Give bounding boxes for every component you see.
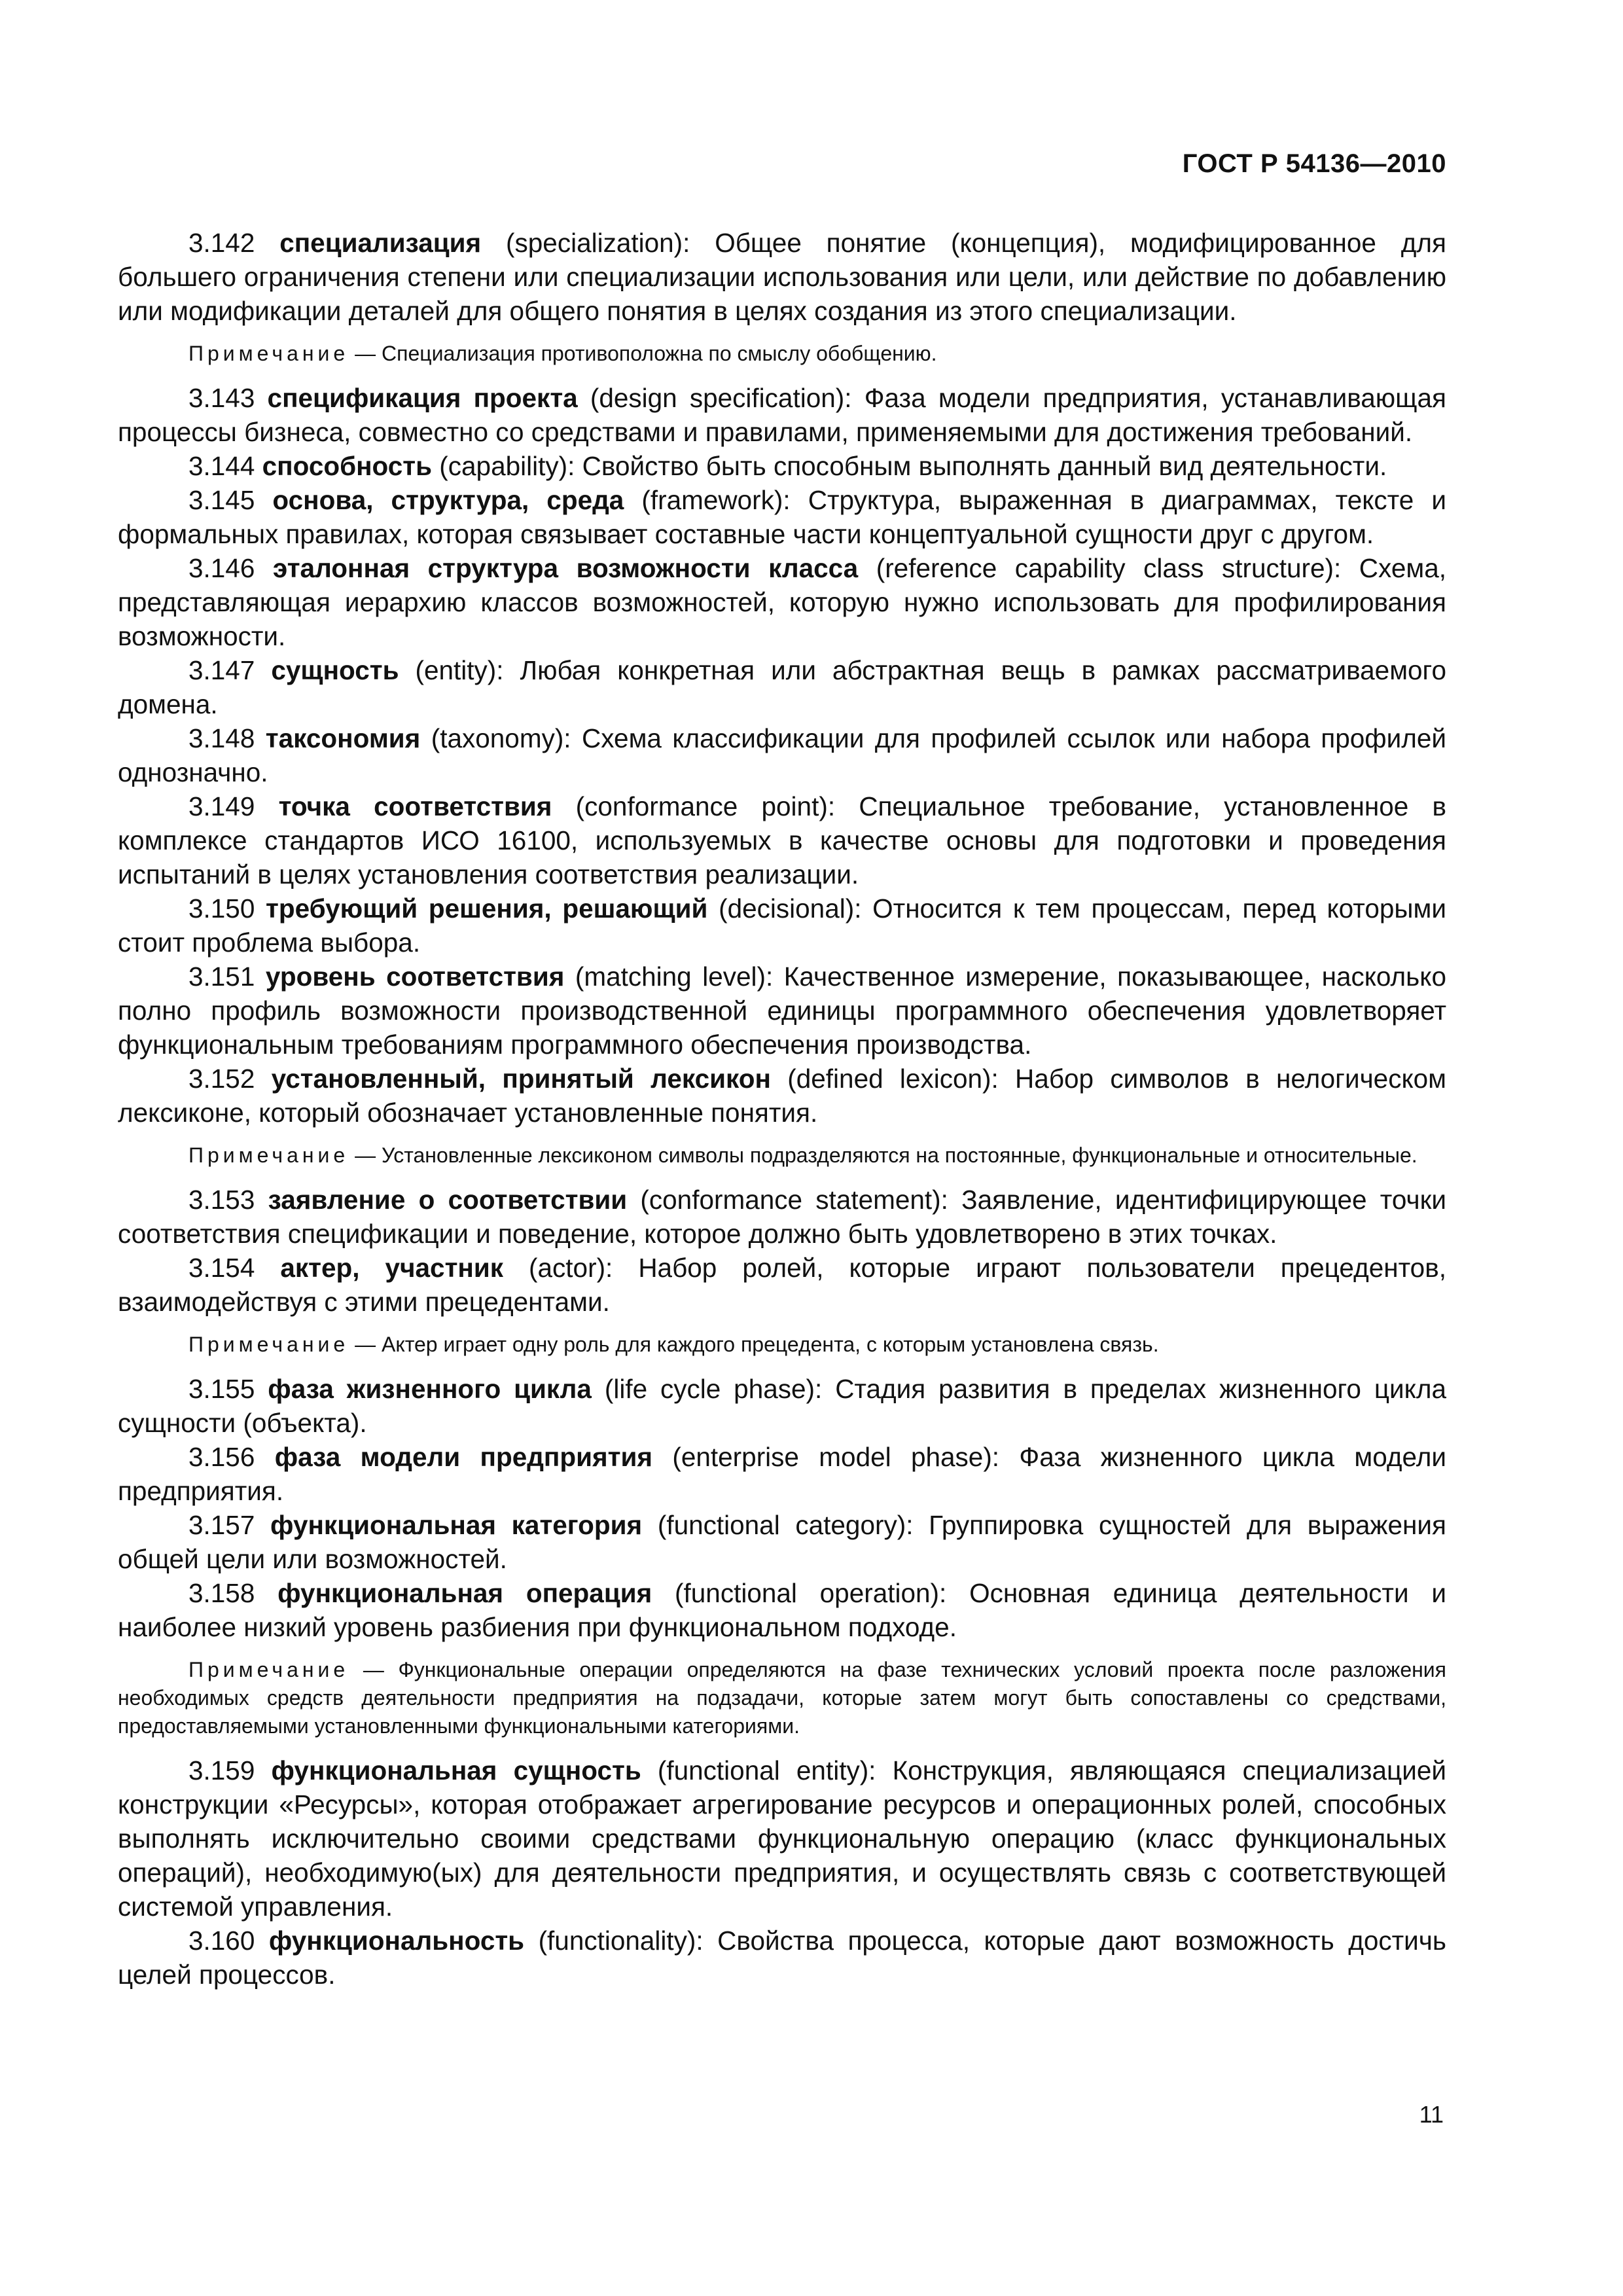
term-number: 3.157 bbox=[188, 1510, 255, 1540]
term-english: (reference capability class structure): bbox=[876, 553, 1342, 583]
term-entry bbox=[118, 449, 1446, 483]
term-name: фаза модели предприятия bbox=[274, 1442, 653, 1472]
term-english: (functional operation): bbox=[675, 1578, 947, 1608]
page-number: 11 bbox=[1419, 2101, 1444, 2128]
term-english: (life cycle phase): bbox=[604, 1374, 823, 1404]
term-entry bbox=[118, 1924, 1446, 1992]
term-note bbox=[118, 1331, 1446, 1359]
note-dash: — bbox=[349, 1658, 399, 1681]
term-number: 3.152 bbox=[188, 1064, 255, 1094]
term-number: 3.143 bbox=[188, 383, 255, 413]
term-definition: Конструкция, являющаяся специализацией конструкции «Ресурсы», которая отображает агрегирование ресурсов и операционных ролей, способных выполнять исключительно своими средствами функциональную операцию (класс функциональных операций), необходимую(ых) для деятельности предприятия, и осуществлять связь с соответствующей системой управления. bbox=[118, 1755, 1446, 1922]
term-name: заявление о соответствии bbox=[268, 1185, 628, 1215]
term-number: 3.147 bbox=[188, 655, 255, 685]
term-definition: Качественное измерение, показывающее, насколько полно профиль возможности производственной единицы программного обеспечения удовлетворяет функциональным требованиям программного обеспечения производства. bbox=[118, 961, 1446, 1060]
term-definition: Специальное требование, установленное в комплексе стандартов ИСО 16100, используемых в качестве основы для подготовки и проведения испытаний в целях установления соответствия реализации. bbox=[118, 791, 1446, 889]
term-english: (matching level): bbox=[575, 961, 774, 992]
term-definition: Любая конкретная или абстрактная вещь в рамках рассматриваемого домена. bbox=[118, 655, 1446, 719]
note-text: Актер играет одну роль для каждого прецедента, с которым установлена связь. bbox=[382, 1333, 1159, 1356]
note-dash: — bbox=[349, 342, 382, 365]
term-english: (actor): bbox=[529, 1253, 613, 1283]
term-entry bbox=[118, 1372, 1446, 1440]
term-name: установленный, принятый лексикон bbox=[271, 1064, 771, 1094]
term-english: (defined lexicon): bbox=[787, 1064, 999, 1094]
note-dash: — bbox=[349, 1333, 382, 1356]
term-number: 3.158 bbox=[188, 1578, 255, 1608]
term-note bbox=[118, 1141, 1446, 1170]
term-name: таксономия bbox=[265, 723, 421, 753]
term-definition: Заявление, идентифицирующее точки соответствия спецификации и поведение, которое должно быть удовлетворено в этих точках. bbox=[118, 1185, 1446, 1249]
term-name: функциональная категория bbox=[270, 1510, 643, 1540]
term-number: 3.146 bbox=[188, 553, 255, 583]
note-label: Примечание bbox=[188, 1658, 349, 1681]
note-text: Функциональные операции определяются на фазе технических условий проекта после разложения необходимых средств деятельности предприятия на подзадачи, которые затем могут быть сопоставлены со средствами, предоставляемыми установленными функциональными категориями. bbox=[118, 1658, 1447, 1738]
terms-list bbox=[118, 226, 1446, 1992]
term-number: 3.142 bbox=[188, 228, 255, 258]
term-definition: Относится к тем процессам, перед которыми стоит проблема выбора. bbox=[118, 893, 1446, 958]
term-definition: Фаза жизненного цикла модели предприятия. bbox=[118, 1442, 1446, 1506]
term-definition: Группировка сущностей для выражения общей цели или возможностей. bbox=[118, 1510, 1446, 1574]
term-entry bbox=[118, 551, 1446, 653]
term-definition: Свойства процесса, которые дают возможность достичь целей процессов. bbox=[118, 1926, 1446, 1990]
term-entry bbox=[118, 653, 1446, 721]
term-definition: Общее понятие (концепция), модифицированное для большего ограничения степени или специализации использования или цели, или действие по добавлению или модификации деталей для общего понятия в целях создания из этого специализации. bbox=[118, 228, 1446, 326]
term-note bbox=[118, 1656, 1446, 1740]
term-english: (functional entity): bbox=[657, 1755, 876, 1785]
term-number: 3.144 bbox=[188, 451, 255, 481]
term-entry bbox=[118, 1576, 1446, 1644]
term-entry bbox=[118, 1062, 1446, 1130]
term-definition: Стадия развития в пределах жизненного цикла сущности (объекта). bbox=[118, 1374, 1446, 1438]
term-entry bbox=[118, 381, 1446, 449]
term-number: 3.153 bbox=[188, 1185, 255, 1215]
term-name: спецификация проекта bbox=[267, 383, 578, 413]
term-entry bbox=[118, 226, 1446, 328]
term-number: 3.156 bbox=[188, 1442, 255, 1472]
term-number: 3.148 bbox=[188, 723, 255, 753]
term-entry bbox=[118, 789, 1446, 891]
note-label: Примечание bbox=[188, 1143, 349, 1167]
term-name: точка соответствия bbox=[278, 791, 552, 821]
term-english: (design specification): bbox=[590, 383, 852, 413]
term-name: актер, участник bbox=[280, 1253, 504, 1283]
document-code-header: ГОСТ Р 54136—2010 bbox=[1182, 149, 1446, 178]
term-definition: Набор ролей, которые играют пользователи прецедентов, взаимодействуя с этими прецедентами. bbox=[118, 1253, 1446, 1317]
note-label: Примечание bbox=[188, 1333, 349, 1356]
term-entry bbox=[118, 483, 1446, 551]
term-number: 3.155 bbox=[188, 1374, 255, 1404]
term-number: 3.160 bbox=[188, 1926, 255, 1956]
term-english: (taxonomy): bbox=[431, 723, 571, 753]
term-name: функциональная операция bbox=[277, 1578, 652, 1608]
term-definition: Фаза модели предприятия, устанавливающая процессы бизнеса, совместно со средствами и правилами, применяемыми для достижения требований. bbox=[118, 383, 1446, 447]
note-dash: — bbox=[349, 1143, 382, 1167]
term-definition: Схема, представляющая иерархию классов возможностей, которую нужно использовать для профилирования возможности. bbox=[118, 553, 1446, 651]
term-english: (conformance point): bbox=[575, 791, 836, 821]
term-definition: Свойство быть способным выполнять данный вид деятельности. bbox=[582, 451, 1387, 481]
term-english: (framework): bbox=[641, 485, 791, 515]
term-english: (capability): bbox=[439, 451, 575, 481]
term-name: сущность bbox=[271, 655, 399, 685]
note-text: Специализация противоположна по смыслу обобщению. bbox=[382, 342, 937, 365]
term-entry bbox=[118, 1753, 1446, 1924]
term-name: основа, структура, среда bbox=[272, 485, 624, 515]
term-english: (conformance statement): bbox=[640, 1185, 948, 1215]
term-name: функциональность bbox=[268, 1926, 525, 1956]
term-english: (entity): bbox=[415, 655, 504, 685]
term-name: требующий решения, решающий bbox=[266, 893, 708, 924]
term-english: (enterprise model phase): bbox=[672, 1442, 1000, 1472]
term-number: 3.150 bbox=[188, 893, 255, 924]
term-name: способность bbox=[262, 451, 433, 481]
term-entry bbox=[118, 1183, 1446, 1251]
term-english: (decisional): bbox=[719, 893, 862, 924]
document-page bbox=[118, 0, 1446, 2296]
term-english: (functional category): bbox=[657, 1510, 914, 1540]
term-definition: Набор символов в нелогическом лексиконе, который обозначает установленные понятия. bbox=[118, 1064, 1446, 1128]
term-entry bbox=[118, 1440, 1446, 1508]
term-english: (functionality): bbox=[538, 1926, 704, 1956]
term-definition: Структура, выраженная в диаграммах, тексте и формальных правилах, которая связывает составные части концептуальной сущности друг с другом. bbox=[118, 485, 1446, 549]
term-entry bbox=[118, 721, 1446, 789]
note-label: Примечание bbox=[188, 342, 349, 365]
term-note bbox=[118, 340, 1446, 368]
term-number: 3.154 bbox=[188, 1253, 255, 1283]
note-text: Установленные лексиконом символы подразделяются на постоянные, функциональные и относительные. bbox=[382, 1143, 1418, 1167]
term-definition: Основная единица деятельности и наиболее низкий уровень разбиения при функциональном подходе. bbox=[118, 1578, 1446, 1642]
term-number: 3.145 bbox=[188, 485, 255, 515]
term-name: функциональная сущность bbox=[271, 1755, 641, 1785]
term-name: уровень соответствия bbox=[265, 961, 565, 992]
term-entry bbox=[118, 960, 1446, 1062]
term-name: фаза жизненного цикла bbox=[268, 1374, 592, 1404]
term-name: специализация bbox=[279, 228, 482, 258]
term-number: 3.159 bbox=[188, 1755, 255, 1785]
term-number: 3.151 bbox=[188, 961, 255, 992]
term-entry bbox=[118, 891, 1446, 960]
term-definition: Схема классификации для профилей ссылок или набора профилей однозначно. bbox=[118, 723, 1446, 787]
term-number: 3.149 bbox=[188, 791, 255, 821]
term-entry bbox=[118, 1508, 1446, 1576]
term-name: эталонная структура возможности класса bbox=[272, 553, 859, 583]
term-english: (specialization): bbox=[506, 228, 690, 258]
term-entry bbox=[118, 1251, 1446, 1319]
